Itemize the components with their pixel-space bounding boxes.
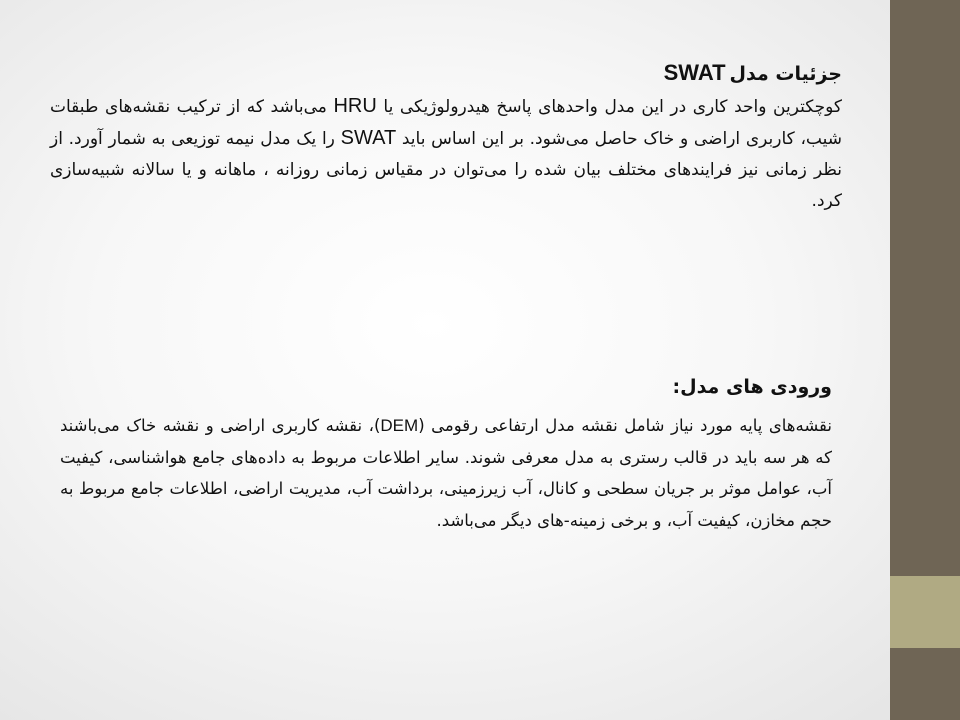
model-inputs-section (60, 372, 832, 536)
paragraph-text-2: )، نقشه کاربری اراضی و نقشه خاک می‌باشند که هر سه باید در قالب رستری به مدل معرفی شوند. سایر اطلاعات مربوط به داده‌های جامع هواشناسی، کیفیت آب، عوامل موثر بر جریان سطحی و کانال، آب زیرزمینی، برداشت آب، مدیریت اراضی، اطلاعات جامع مربوط به حجم مخازن، کیفیت آب، و برخی زمینه-های دیگر می‌باشد. (60, 416, 832, 530)
paragraph-text-2: می‌باشد که از ترکیب نقشه‌های طبقات شیب، کاربری اراضی و خاک حاصل می‌شود. بر این اساس باید (50, 97, 842, 149)
side-decoration-bar (890, 0, 960, 720)
paragraph-text-1: نقشه‌های پایه مورد نیاز شامل نقشه مدل ارتفاعی رقومی ( (418, 416, 832, 435)
swat-details-heading (50, 58, 842, 89)
term-dem: DEM (380, 416, 419, 435)
paragraph-text-1: کوچکترین واحد کاری در این مدل واحدهای پاسخ هیدرولوژیکی یا (376, 97, 842, 117)
term-hru: HRU (333, 95, 377, 117)
heading-model-name: SWAT (663, 60, 726, 85)
model-inputs-heading: ورودی های مدل: (672, 376, 832, 398)
swat-details-paragraph (50, 91, 842, 217)
swat-details-section (50, 58, 842, 217)
heading-text: جزئیات مدل (729, 63, 842, 85)
side-accent-band (890, 576, 960, 648)
term-swat: SWAT (340, 127, 397, 149)
paragraph-text-3: را یک مدل نیمه توزیعی به شمار آورد. از نظر زمانی نیز فرایندهای مختلف بیان شده را می‌توان در مقیاس زمانی روزانه ، ماهانه و یا سالانه شبیه‌سازی کرد. (50, 129, 842, 211)
model-inputs-paragraph (60, 410, 832, 536)
